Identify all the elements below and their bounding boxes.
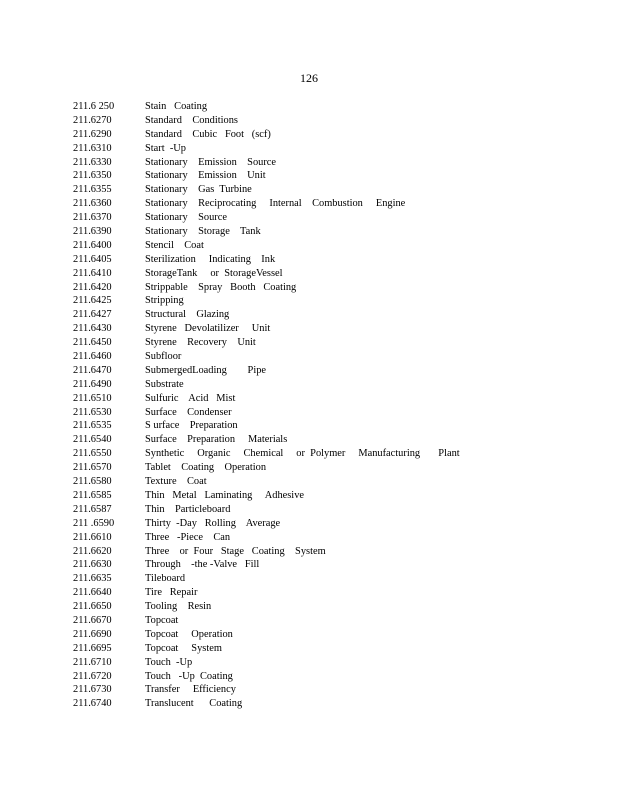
index-entry bbox=[73, 475, 460, 489]
section-code: 211.6640 bbox=[73, 587, 112, 599]
index-entry bbox=[73, 142, 460, 156]
index-entry bbox=[73, 531, 460, 545]
index-entry bbox=[73, 461, 460, 475]
index-entry bbox=[73, 156, 460, 170]
defined-term: Styrene Recovery Unit bbox=[145, 337, 256, 349]
section-code: 211.6710 bbox=[73, 656, 112, 668]
section-code: 211.6720 bbox=[73, 670, 112, 682]
defined-term: Stain Coating bbox=[145, 101, 208, 112]
index-entry bbox=[73, 406, 460, 420]
defined-term: Sulfuric Acid Mist bbox=[145, 392, 236, 404]
section-code: 211.6630 bbox=[73, 559, 112, 571]
page-number: 126 bbox=[300, 71, 318, 85]
section-code: 211.6470 bbox=[73, 364, 112, 376]
defined-term: Sterilization Indicating Ink bbox=[145, 253, 276, 265]
index-entry bbox=[73, 600, 460, 614]
section-code: 211.6740 bbox=[73, 698, 112, 710]
section-code: 211.6350 bbox=[73, 170, 112, 182]
section-code: 211.6370 bbox=[73, 212, 112, 224]
section-code: 211.6490 bbox=[73, 378, 112, 390]
defined-term: Stationary Emission Unit bbox=[145, 170, 266, 182]
index-entry bbox=[73, 586, 460, 600]
index-entry bbox=[73, 503, 460, 517]
defined-term: Translucent Coating bbox=[145, 698, 243, 710]
index-entry bbox=[73, 294, 460, 308]
index-entry bbox=[73, 128, 460, 142]
index-entry bbox=[73, 197, 460, 211]
index-entry bbox=[73, 239, 460, 253]
defined-term: Tileboard bbox=[145, 573, 186, 585]
section-code: 211.6585 bbox=[73, 489, 112, 501]
index-entry bbox=[73, 308, 460, 322]
section-code: 211.6410 bbox=[73, 267, 112, 279]
defined-term: Stationary Storage Tank bbox=[145, 226, 261, 238]
defined-term: S urface Preparation bbox=[145, 420, 238, 432]
section-code: 211.6550 bbox=[73, 448, 112, 460]
section-code: 211.6405 bbox=[73, 253, 112, 265]
defined-term: Thin Metal Laminating Adhesive bbox=[145, 489, 305, 501]
section-code: 211.6730 bbox=[73, 684, 112, 696]
section-code: 211.6310 bbox=[73, 142, 112, 154]
index-entry bbox=[73, 100, 460, 114]
index-entry bbox=[73, 253, 460, 267]
section-code: 211.6690 bbox=[73, 628, 112, 640]
section-code: 211.6610 bbox=[73, 531, 112, 543]
index-entry bbox=[73, 322, 460, 336]
defined-term: Through -the -Valve Fill bbox=[145, 559, 260, 571]
section-code: 211.6400 bbox=[73, 239, 112, 251]
index-entry bbox=[73, 517, 460, 531]
section-code: 211.6530 bbox=[73, 406, 112, 418]
index-entry bbox=[73, 183, 460, 197]
section-code: 211.6450 bbox=[73, 337, 112, 349]
defined-term: Three -Piece Can bbox=[145, 531, 231, 543]
index-entry bbox=[73, 489, 460, 503]
section-code: 211.6535 bbox=[73, 420, 112, 432]
defined-term: Styrene Devolatilizer Unit bbox=[145, 323, 271, 335]
section-code: 211.6620 bbox=[73, 545, 112, 557]
section-code: 211.6360 bbox=[73, 198, 112, 210]
defined-term: Transfer Efficiency bbox=[145, 684, 236, 696]
defined-term: Subfloor bbox=[145, 351, 182, 363]
index-entry bbox=[73, 211, 460, 225]
index-entry bbox=[73, 558, 460, 572]
index-entry bbox=[73, 169, 460, 183]
index-entry bbox=[73, 642, 460, 656]
defined-term: Thin Particleboard bbox=[145, 503, 231, 515]
section-code: 211.6587 bbox=[73, 503, 112, 515]
defined-term: Topcoat bbox=[145, 614, 179, 626]
defined-term: Touch -Up bbox=[145, 656, 193, 668]
defined-term: StorageTank or StorageVessel bbox=[145, 267, 283, 279]
index-entry bbox=[73, 628, 460, 642]
defined-term: Stripping bbox=[145, 295, 184, 307]
index-entry bbox=[73, 670, 460, 684]
section-code: 211.6460 bbox=[73, 351, 112, 363]
defined-term: Tablet Coating Operation bbox=[145, 462, 267, 474]
section-code: 211.6540 bbox=[73, 434, 112, 446]
index-entry bbox=[73, 614, 460, 628]
index-entry bbox=[73, 447, 460, 461]
section-code: 211.6355 bbox=[73, 184, 112, 196]
section-code: 211.6330 bbox=[73, 156, 112, 168]
defined-term: Structural Glazing bbox=[145, 309, 230, 321]
section-code: 211.6695 bbox=[73, 642, 112, 654]
defined-term: Tooling Resin bbox=[145, 601, 212, 613]
defined-term: Three or Four Stage Coating System bbox=[145, 545, 326, 557]
section-code: 211.6570 bbox=[73, 462, 112, 474]
section-code: 211 .6590 bbox=[73, 517, 115, 529]
index-entry bbox=[73, 350, 460, 364]
section-code: 211.6635 bbox=[73, 573, 112, 585]
defined-term: Topcoat Operation bbox=[145, 628, 233, 640]
defined-term: Synthetic Organic Chemical or Polymer Manufacturing Plant bbox=[145, 448, 460, 460]
defined-term: Substrate bbox=[145, 378, 184, 390]
defined-term: Stencil Coat bbox=[145, 239, 204, 251]
index-entry bbox=[73, 572, 460, 586]
section-code: 211.6670 bbox=[73, 614, 112, 626]
defined-term: Start -Up bbox=[145, 142, 186, 154]
defined-term: Stationary Gas Turbine bbox=[145, 184, 252, 196]
defined-term: Tire Repair bbox=[145, 587, 198, 599]
definitions-index-list bbox=[73, 100, 460, 711]
section-code: 211.6430 bbox=[73, 323, 112, 335]
index-entry bbox=[73, 433, 460, 447]
defined-term: Thirty -Day Rolling Average bbox=[145, 517, 281, 529]
index-entry bbox=[73, 392, 460, 406]
section-code: 211.6 250 bbox=[73, 101, 115, 112]
defined-term: Touch -Up Coating bbox=[145, 670, 233, 682]
section-code: 211.6510 bbox=[73, 392, 112, 404]
section-code: 211.6390 bbox=[73, 226, 112, 238]
defined-term: Strippable Spray Booth Coating bbox=[145, 281, 297, 293]
defined-term: Stationary Source bbox=[145, 212, 227, 224]
index-entry bbox=[73, 336, 460, 350]
index-entry bbox=[73, 545, 460, 559]
index-entry bbox=[73, 281, 460, 295]
defined-term: Surface Condenser bbox=[145, 406, 232, 418]
defined-term: Standard Cubic Foot (scf) bbox=[145, 128, 271, 140]
defined-term: SubmergedLoading Pipe bbox=[145, 364, 267, 376]
index-entry bbox=[73, 267, 460, 281]
section-code: 211.6425 bbox=[73, 295, 112, 307]
defined-term: Topcoat System bbox=[145, 642, 222, 654]
section-code: 211.6650 bbox=[73, 601, 112, 613]
index-entry bbox=[73, 225, 460, 239]
section-code: 211.6270 bbox=[73, 114, 112, 126]
defined-term: Texture Coat bbox=[145, 476, 207, 488]
section-code: 211.6580 bbox=[73, 476, 112, 488]
index-entry bbox=[73, 378, 460, 392]
section-code: 211.6290 bbox=[73, 128, 112, 140]
defined-term: Stationary Emission Source bbox=[145, 156, 277, 168]
section-code: 211.6420 bbox=[73, 281, 112, 293]
defined-term: Standard Conditions bbox=[145, 114, 238, 126]
index-entry bbox=[73, 683, 460, 697]
index-entry bbox=[73, 656, 460, 670]
index-entry bbox=[73, 114, 460, 128]
defined-term: Stationary Reciprocating Internal Combustion Engine bbox=[145, 198, 406, 210]
defined-term: Surface Preparation Materials bbox=[145, 434, 288, 446]
section-code: 211.6427 bbox=[73, 309, 112, 321]
index-entry bbox=[73, 364, 460, 378]
index-entry bbox=[73, 697, 460, 711]
index-entry bbox=[73, 419, 460, 433]
